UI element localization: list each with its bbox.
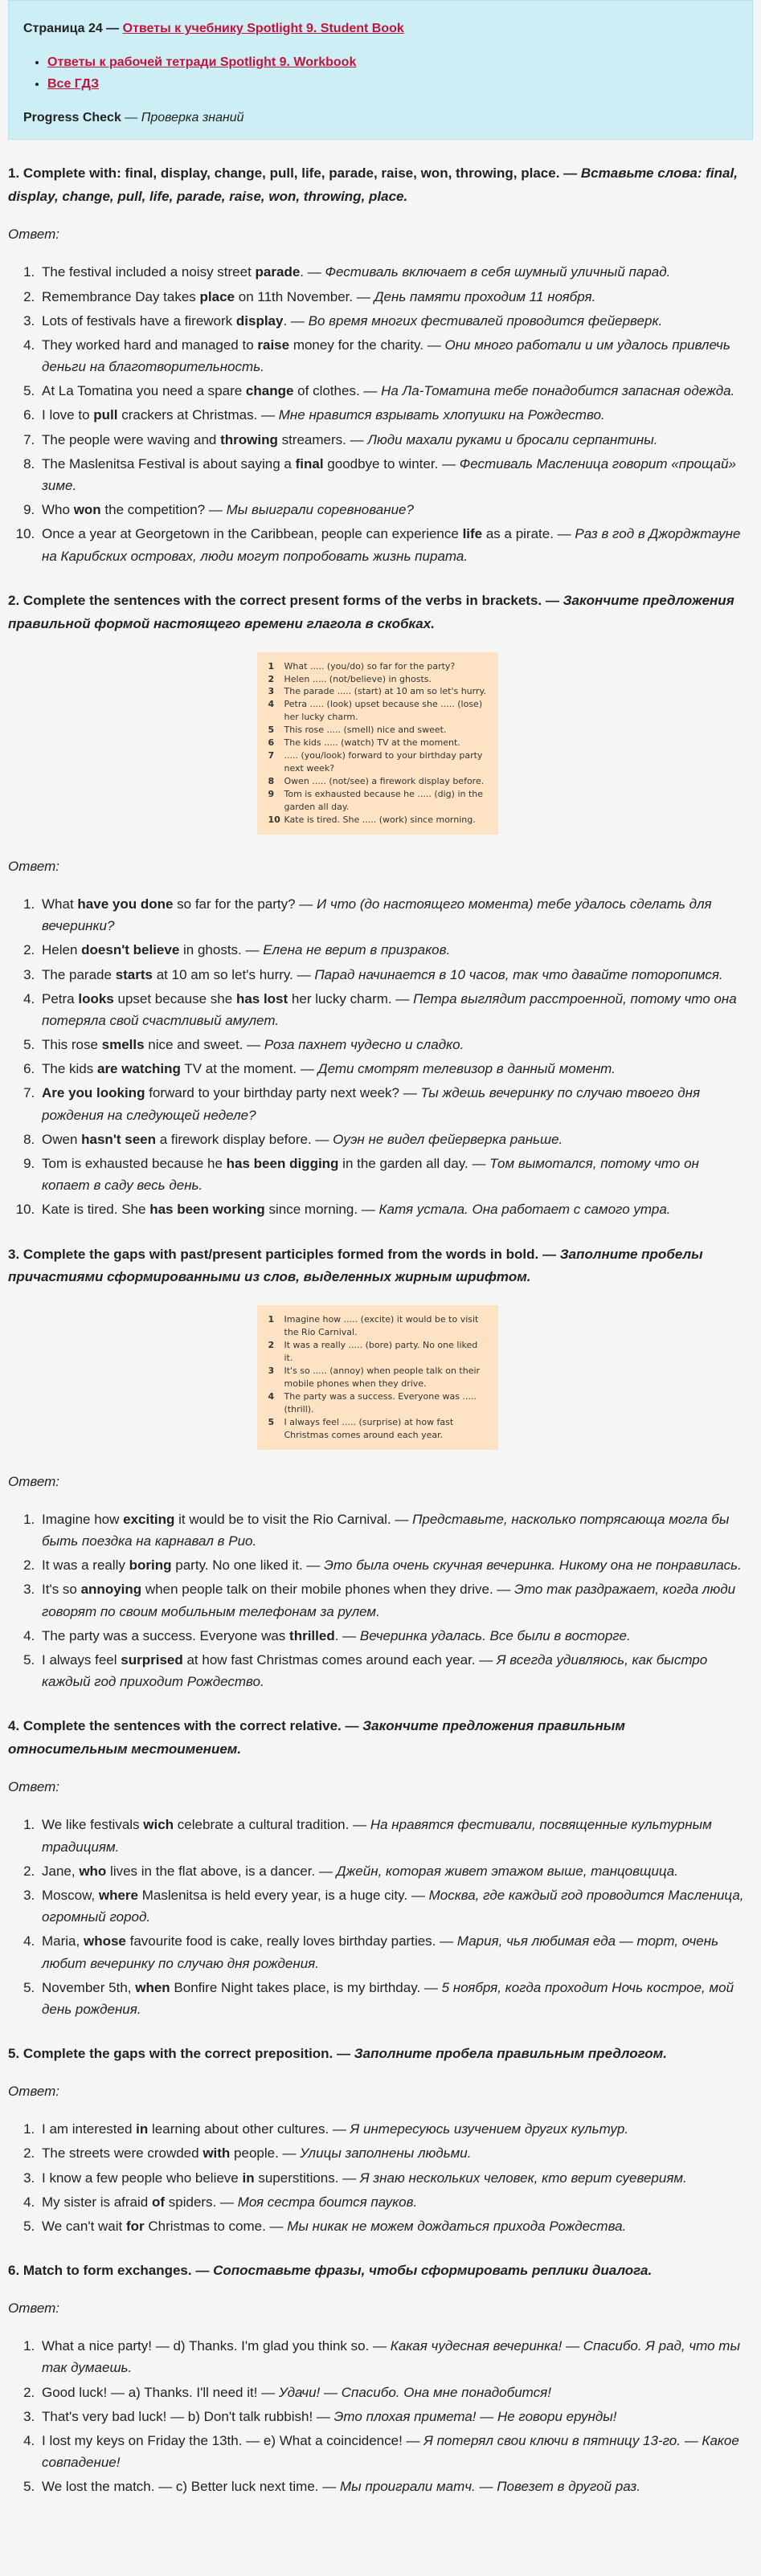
answer-text: I am interested <box>42 2121 137 2137</box>
task-number: 4 <box>268 699 275 710</box>
answer-translation: Мы проиграли матч. — Повезет в другой раз. <box>339 2479 640 2495</box>
answer-word: wich <box>143 1817 174 1833</box>
task-row <box>268 1339 487 1365</box>
answer-translation: День памяти проходим 11 ноября. <box>374 288 596 304</box>
answer-translation: Фестиваль включает в себя шумный уличный парад. <box>325 264 671 280</box>
answer-text: It was a really <box>42 1557 129 1574</box>
task-row <box>268 737 487 749</box>
task-number: 5 <box>268 1416 275 1427</box>
exercise-2-answers <box>8 893 747 1221</box>
answer-text: the competition? — <box>100 502 227 518</box>
exercise-2-task-image <box>257 652 498 835</box>
header-link-item <box>47 52 738 73</box>
answer-word: life <box>462 526 483 542</box>
answer-text: Bonfire Night takes place, is my birthday. — <box>170 1979 442 1995</box>
answer-text: The people were waving and <box>42 431 221 447</box>
answer-text: The kids <box>42 1061 97 1077</box>
answer-text: in the garden all day. — <box>338 1156 490 1171</box>
answer-text: We can't wait <box>42 2218 126 2234</box>
answer-translation: Катя устала. Она работает с самого утра. <box>378 1202 671 1218</box>
answer-word: boring <box>129 1557 172 1574</box>
progress-check-label: Progress Check <box>23 110 121 125</box>
exercise-1-answers <box>8 261 747 566</box>
task-text: Petra ..... (look) upset because she ..... (lose) her lucky charm. <box>284 699 483 723</box>
answer-text: money for the charity. — <box>289 337 445 353</box>
task-row <box>268 1313 487 1339</box>
task-text: The party was a success. Everyone was ..... (thrill). <box>284 1390 477 1415</box>
exercise-2-title <box>8 590 747 636</box>
task-text: What ..... (you/do) so far for the party? <box>284 660 456 672</box>
answer-word: doesn't believe <box>81 942 180 958</box>
exercise-5-answers <box>8 2118 747 2237</box>
task-row <box>268 1390 487 1416</box>
answer-item <box>39 1930 747 1974</box>
answer-translation: Во время многих фестивалей проводится фейерверк. <box>308 312 663 329</box>
task-row <box>268 814 487 827</box>
answer-text: Who <box>42 502 74 518</box>
answer-word: thrilled <box>289 1627 335 1643</box>
answer-item <box>39 1198 747 1220</box>
task-number: 7 <box>268 750 275 761</box>
task-row <box>268 775 487 788</box>
answer-text: Jane, <box>42 1863 80 1879</box>
task-number: 4 <box>268 1390 275 1402</box>
task-number: 6 <box>268 737 275 749</box>
answer-text: people. — <box>230 2145 301 2162</box>
answer-translation: На нравятся фестивали, посвященные культурным традициям. <box>42 1817 712 1855</box>
answer-item <box>39 1034 747 1055</box>
answer-word: looks <box>78 990 114 1006</box>
page-title-line <box>23 18 738 39</box>
answer-label: Ответ: <box>8 1779 60 1795</box>
answer-label: Ответ: <box>8 227 60 243</box>
answer-text: when people talk on their mobile phones when they drive. — <box>141 1582 515 1598</box>
answer-item <box>39 2382 747 2403</box>
exercise-1-title <box>8 162 747 209</box>
exercise-4-title <box>8 1715 747 1762</box>
task-number: 1 <box>268 660 275 672</box>
answer-word: won <box>73 502 101 518</box>
answer-word: raise <box>257 337 290 353</box>
exercise-1-title-ru: Вставьте слова: final, display, change, pull, life, parade, raise, won, throwing, place. <box>8 165 738 205</box>
answer-item <box>39 1578 747 1622</box>
exercise-6-title-ru: Сопоставьте фразы, чтобы сформировать реплики диалога. <box>213 2263 653 2279</box>
answer-text: her lucky charm. — <box>288 990 414 1006</box>
answer-word: has been digging <box>226 1156 339 1171</box>
answer-text: The Maslenitsa Festival is about saying a <box>42 455 296 472</box>
exercise-5-title-en: 5. Complete the gaps with the correct preposition. — <box>8 2046 351 2062</box>
answer-word: in <box>242 2170 255 2186</box>
answer-word: who <box>79 1863 107 1879</box>
answer-text: The party was a success. Everyone was <box>42 1627 290 1643</box>
answer-word: are watching <box>96 1061 181 1077</box>
answer-text: . — <box>334 1627 360 1643</box>
task-row <box>268 685 487 698</box>
progress-check-ru: Проверка знаний <box>141 110 244 125</box>
answer-word: whose <box>83 1933 126 1949</box>
answer-translation: Том вымотался, потому что он копает в саду весь день. <box>42 1156 699 1194</box>
answer-text: Once a year at Georgetown in the Caribbean, people can experience <box>42 526 463 542</box>
answer-word: annoying <box>80 1582 142 1598</box>
answer-item <box>39 404 747 426</box>
answer-item <box>39 2215 747 2237</box>
answer-text: forward to your birthday party next week? — <box>145 1085 421 1101</box>
answer-text: party. No one liked it. — <box>171 1557 325 1574</box>
answer-item <box>39 2335 747 2378</box>
answer-text: in ghosts. — <box>179 942 264 958</box>
answer-item <box>39 1860 747 1882</box>
answer-text: favourite food is cake, really loves birthday parties. — <box>125 1933 457 1949</box>
exercise-5-title-ru: Заполните пробела правильным предлогом. <box>354 2046 667 2062</box>
task-number: 3 <box>268 1366 275 1377</box>
task-row <box>268 660 487 673</box>
answer-word: has lost <box>235 990 288 1006</box>
answer-translation: Это была очень скучная вечеринка. Никому она не понравилась. <box>324 1557 742 1574</box>
task-text: Kate is tired. She ..... (work) since morning. <box>284 814 476 825</box>
answer-item <box>39 286 747 308</box>
task-number: 2 <box>268 1340 275 1351</box>
answer-text: They worked hard and managed to <box>42 337 258 353</box>
answer-text: Moscow, <box>42 1887 99 1903</box>
answer-label: Ответ: <box>8 2083 60 2099</box>
answer-text: Lots of festivals have a firework <box>42 312 236 329</box>
answer-translation: Я всегда удивляюсь, как быстро каждый год приходит Рождество. <box>42 1652 708 1690</box>
answer-text: Petra <box>42 990 79 1006</box>
answer-translation: Это так раздражает, когда люди говорят по своим мобильным телефонам за рулем. <box>42 1582 736 1619</box>
answer-text: My sister is afraid <box>42 2194 152 2210</box>
answer-word: starts <box>115 966 153 982</box>
answer-item <box>39 1508 747 1552</box>
answer-text: Helen <box>42 942 82 958</box>
answer-text: learning about other cultures. — <box>148 2121 350 2137</box>
answer-item <box>39 1082 747 1125</box>
answer-text: I always feel <box>42 1652 121 1668</box>
answer-word: pull <box>93 407 118 423</box>
answer-translation: Они много работали и им удалось привлечь деньги на благотворительность. <box>42 337 730 375</box>
task-number: 2 <box>268 673 275 684</box>
task-number: 10 <box>268 814 280 825</box>
task-text: Imagine how ..... (excite) it would be to visit the Rio Carnival. <box>284 1314 479 1338</box>
answer-text: on 11th November. — <box>235 288 374 304</box>
task-number: 1 <box>268 1314 275 1325</box>
answer-item <box>39 1129 747 1150</box>
answer-word: has been working <box>149 1202 265 1218</box>
task-row <box>268 724 487 737</box>
answer-translation: Джейн, которая живет этажом выше, танцовщица. <box>336 1863 678 1879</box>
task-row <box>268 698 487 724</box>
answer-text: a firework display before. — <box>156 1131 333 1147</box>
answer-translation: Мне нравится взрывать хлопушки на Рождество. <box>278 407 605 423</box>
answer-item <box>39 2476 747 2497</box>
answer-item <box>39 988 747 1031</box>
answer-text: I know a few people who believe <box>42 2170 243 2186</box>
task-row <box>268 673 487 686</box>
answer-translation: Мы никак не можем дождаться прихода Рождества. <box>287 2218 627 2234</box>
answer-text: Owen <box>42 1131 82 1147</box>
answer-text: This rose <box>42 1037 102 1053</box>
answer-translation: Мария, чья любимая еда — торт, очень любит вечеринку по случаю дня рождения. <box>42 1933 719 1971</box>
progress-check-line: Progress Check — Проверка знаний <box>23 110 244 125</box>
answer-translation: Ты ждешь вечеринку по случаю твоего дня рождения на следующей неделе? <box>42 1085 701 1123</box>
answer-label: Ответ: <box>8 2300 60 2316</box>
answer-item <box>39 964 747 986</box>
answer-label: Ответ: <box>8 1473 60 1489</box>
header-links <box>23 52 738 95</box>
task-row <box>268 788 487 814</box>
exercise-3-answers <box>8 1508 747 1693</box>
answer-item <box>39 2406 747 2427</box>
answer-translation: Вечеринка удалась. Все были в восторге. <box>359 1627 631 1643</box>
answer-word: parade <box>255 264 301 280</box>
task-text: Tom is exhausted because he ..... (dig) in the garden all day. <box>284 788 484 812</box>
student-book-link[interactable]: Ответы к учебнику Spotlight 9. Student Book <box>122 22 404 35</box>
answer-text: at 10 am so let's hurry. — <box>153 966 315 982</box>
answer-text: spiders. — <box>165 2194 238 2210</box>
answer-text: so far for the party? — <box>173 896 317 912</box>
answer-text: Maria, <box>42 1933 84 1949</box>
exercise-2-title-en: 2. Complete the sentences with the correct present forms of the verbs in brackets. — <box>8 592 559 608</box>
answer-item <box>39 334 747 378</box>
answer-text: We like festivals <box>42 1817 144 1833</box>
answer-text: nice and sweet. — <box>144 1037 264 1053</box>
exercise-6-title-en: 6. Match to form exchanges. — <box>8 2263 210 2279</box>
answer-word: exciting <box>123 1511 175 1527</box>
answer-text: crackers at Christmas. — <box>117 407 279 423</box>
answer-translation: Оуэн не видел фейерверка раньше. <box>333 1131 563 1147</box>
answer-word: final <box>295 455 324 472</box>
answer-translation: Удачи! — Спасибо. Она мне понадобится! <box>278 2384 551 2400</box>
answer-text: We lost the match. — c) Better luck next time. — <box>42 2479 340 2495</box>
answer-item <box>39 261 747 283</box>
answer-word: smells <box>101 1037 145 1053</box>
answer-text: . — <box>300 264 325 280</box>
answer-translation: И что (до настоящего момента) тебе удалось сделать для вечеринки? <box>42 896 712 934</box>
exercise-5-title <box>8 2043 747 2066</box>
answer-text: I lost my keys on Friday the 13th. — e) What a coincidence! — <box>42 2432 424 2448</box>
task-number: 5 <box>268 725 275 736</box>
answer-item <box>39 1554 747 1576</box>
answer-text: Maslenitsa is held every year, is a huge city. — <box>138 1887 429 1903</box>
answer-label: Ответ: <box>8 858 60 874</box>
answer-item <box>39 499 747 521</box>
answer-word: when <box>135 1979 170 1995</box>
answer-item <box>39 2430 747 2473</box>
task-text: It's so ..... (annoy) when people talk on their mobile phones when they drive. <box>284 1366 481 1390</box>
answer-translation: Улицы заполнены людьми. <box>300 2145 472 2162</box>
header-box <box>8 0 753 140</box>
answer-item <box>39 2191 747 2213</box>
exercise-4-title-ru: Закончите предложения правильным относительным местоимением. <box>8 1718 625 1757</box>
main-content <box>0 162 761 2516</box>
answer-text: That's very bad luck! — b) Don't talk rubbish! — <box>42 2408 334 2424</box>
answer-translation: Я знаю нескольких человек, кто верит суевериям. <box>359 2170 687 2186</box>
answer-item <box>39 1649 747 1692</box>
answer-text: Kate is tired. She <box>42 1202 150 1218</box>
answer-translation: 5 ноября, когда проходит Ночь кострое, мой день рождения. <box>42 1979 734 2017</box>
exercise-3-title-ru: Заполните пробелы причастиями сформированными из слов, выделенных жирным шрифтом. <box>8 1246 703 1285</box>
answer-text: . — <box>283 312 309 329</box>
answer-word: change <box>245 383 294 399</box>
answer-item <box>39 429 747 451</box>
task-text: Helen ..... (not/believe) in ghosts. <box>284 673 432 684</box>
answer-word: hasn't seen <box>81 1131 156 1147</box>
task-row <box>268 1416 487 1442</box>
answer-item <box>39 939 747 961</box>
header-link-item <box>47 74 738 95</box>
answer-translation: Петра выглядит расстроенной, потому что она потеряла свой счастливый амулет. <box>42 990 737 1028</box>
workbook-link[interactable]: Ответы к рабочей тетради Spotlight 9. Workbook <box>47 55 357 69</box>
answer-text: The festival included a noisy street <box>42 264 256 280</box>
task-text: The parade ..... (start) at 10 am so let's hurry. <box>284 686 486 697</box>
answer-text: Tom is exhausted because he <box>42 1156 227 1171</box>
answer-item <box>39 1884 747 1928</box>
answer-text: The parade <box>42 966 116 982</box>
answer-translation: На Ла-Томатина тебе понадобится запасная одежда. <box>381 383 735 399</box>
answer-item <box>39 893 747 937</box>
answer-translation: Это плохая примета! — Не говори ерунды! <box>333 2408 617 2424</box>
exercise-6-title <box>8 2260 747 2283</box>
answer-item <box>39 1977 747 2020</box>
answer-word: where <box>98 1887 138 1903</box>
task-text: It was a really ..... (bore) party. No one liked it. <box>284 1340 478 1364</box>
answer-text: upset because she <box>113 990 236 1006</box>
exercise-3-title <box>8 1243 747 1290</box>
answer-word: have you done <box>77 896 174 912</box>
answer-text: Good luck! — a) Thanks. I'll need it! — <box>42 2384 279 2400</box>
answer-item <box>39 2167 747 2189</box>
answer-item <box>39 1058 747 1080</box>
answer-translation: Москва, где каждый год проводится Масленица, огромный город. <box>42 1887 744 1925</box>
exercise-3-task-image <box>257 1305 498 1449</box>
exercise-6-answers <box>8 2335 747 2497</box>
exercise-4-title-en: 4. Complete the sentences with the correct relative. — <box>8 1718 359 1734</box>
task-text: The kids ..... (watch) TV at the moment. <box>284 737 460 749</box>
answer-word: Are you looking <box>42 1085 145 1101</box>
answer-text: November 5th, <box>42 1979 136 1995</box>
answer-text: it would be to visit the Rio Carnival. — <box>174 1511 413 1527</box>
answer-text: goodbye to winter. — <box>323 455 460 472</box>
answer-text: of clothes. — <box>293 383 382 399</box>
answer-translation: Роза пахнет чудесно и сладко. <box>264 1037 464 1053</box>
answer-translation: Люди махали руками и бросали серпантины. <box>367 431 658 447</box>
answer-text: streamers. — <box>277 431 368 447</box>
answer-word: with <box>203 2145 231 2162</box>
answer-item <box>39 453 747 496</box>
task-text: ..... (you/look) forward to your birthday party next week? <box>284 750 483 774</box>
answer-translation: Моя сестра боится пауков. <box>237 2194 418 2210</box>
answer-translation: Фестиваль Масленица говорит «прощай» зиме. <box>42 455 737 494</box>
page-prefix: Страница 24 — <box>23 22 120 35</box>
answer-item <box>39 1625 747 1647</box>
task-text: Owen ..... (not/see) a firework display before. <box>284 776 485 786</box>
all-gdz-link[interactable]: Все ГДЗ <box>47 77 100 92</box>
answer-item <box>39 2142 747 2164</box>
answer-translation: Парад начинается в 10 часов, так что давайте поторопимся. <box>314 966 723 982</box>
answer-text: at how fast Christmas comes around each year. — <box>182 1652 497 1668</box>
task-number: 3 <box>268 686 275 697</box>
answer-item <box>39 523 747 566</box>
answer-item <box>39 380 747 402</box>
answer-text: celebrate a cultural tradition. — <box>174 1817 370 1833</box>
answer-text: I love to <box>42 407 94 423</box>
answer-item <box>39 1153 747 1196</box>
answer-text: What <box>42 896 78 912</box>
exercise-3-title-en: 3. Complete the gaps with past/present participles formed from the words in bold. — <box>8 1246 556 1262</box>
answer-text: since morning. — <box>264 1202 379 1218</box>
answer-translation: Раз в год в Джорджтауне на Карибских островах, люди могут попробовать жизнь пирата. <box>42 526 741 564</box>
answer-translation: Я потерял свои ключи в пятницу 13-го. — Какое совпадение! <box>42 2432 739 2471</box>
answer-word: for <box>125 2218 145 2234</box>
answer-translation: Дети смотрят телевизор в данный момент. <box>317 1061 616 1077</box>
answer-word: of <box>151 2194 166 2210</box>
answer-text: TV at the moment. — <box>180 1061 318 1077</box>
answer-translation: Елена не верит в призраков. <box>263 942 451 958</box>
task-row <box>268 1365 487 1390</box>
answer-text: Imagine how <box>42 1511 124 1527</box>
answer-text: The streets were crowded <box>42 2145 203 2162</box>
answer-text: as a pirate. — <box>482 526 575 542</box>
exercise-2-title-ru: Закончите предложения правильной формой настоящего времени глагола в скобках. <box>8 592 734 631</box>
answer-item <box>39 1814 747 1857</box>
answer-translation: Представьте, насколько потрясающа могла бы быть поездка на карнавал в Рио. <box>42 1511 730 1549</box>
exercise-4-answers <box>8 1814 747 2020</box>
answer-text: What a nice party! — d) Thanks. I'm glad you think so. — <box>42 2338 391 2354</box>
task-text: This rose ..... (smell) nice and sweet. <box>284 725 447 736</box>
exercise-1-title-en: 1. Complete with: final, display, change, pull, life, parade, raise, won, throwing, place. — <box>8 165 578 182</box>
answer-word: place <box>199 288 235 304</box>
task-text: I always feel ..... (surprise) at how fast Christmas comes around each year. <box>284 1416 454 1440</box>
answer-word: throwing <box>220 431 278 447</box>
answer-translation: Я интересуюсь изучением других культур. <box>350 2121 629 2137</box>
answer-text: Christmas to come. — <box>144 2218 288 2234</box>
answer-translation: Мы выиграли соревнование? <box>226 502 414 518</box>
answer-word: display <box>235 312 284 329</box>
task-number: 8 <box>268 776 275 786</box>
answer-text: It's so <box>42 1582 81 1598</box>
task-row <box>268 749 487 775</box>
answer-word: in <box>136 2121 149 2137</box>
answer-item <box>39 2118 747 2140</box>
answer-word: surprised <box>121 1652 183 1668</box>
answer-item <box>39 310 747 332</box>
answer-text: superstitions. — <box>254 2170 360 2186</box>
task-number: 9 <box>268 788 275 799</box>
answer-translation: Какая чудесная вечеринка! — Спасибо. Я рад, что ты так думаешь. <box>42 2338 740 2376</box>
answer-text: At La Tomatina you need a spare <box>42 383 246 399</box>
answer-text: lives in the flat above, is a dancer. — <box>106 1863 337 1879</box>
answer-text: Remembrance Day takes <box>42 288 200 304</box>
